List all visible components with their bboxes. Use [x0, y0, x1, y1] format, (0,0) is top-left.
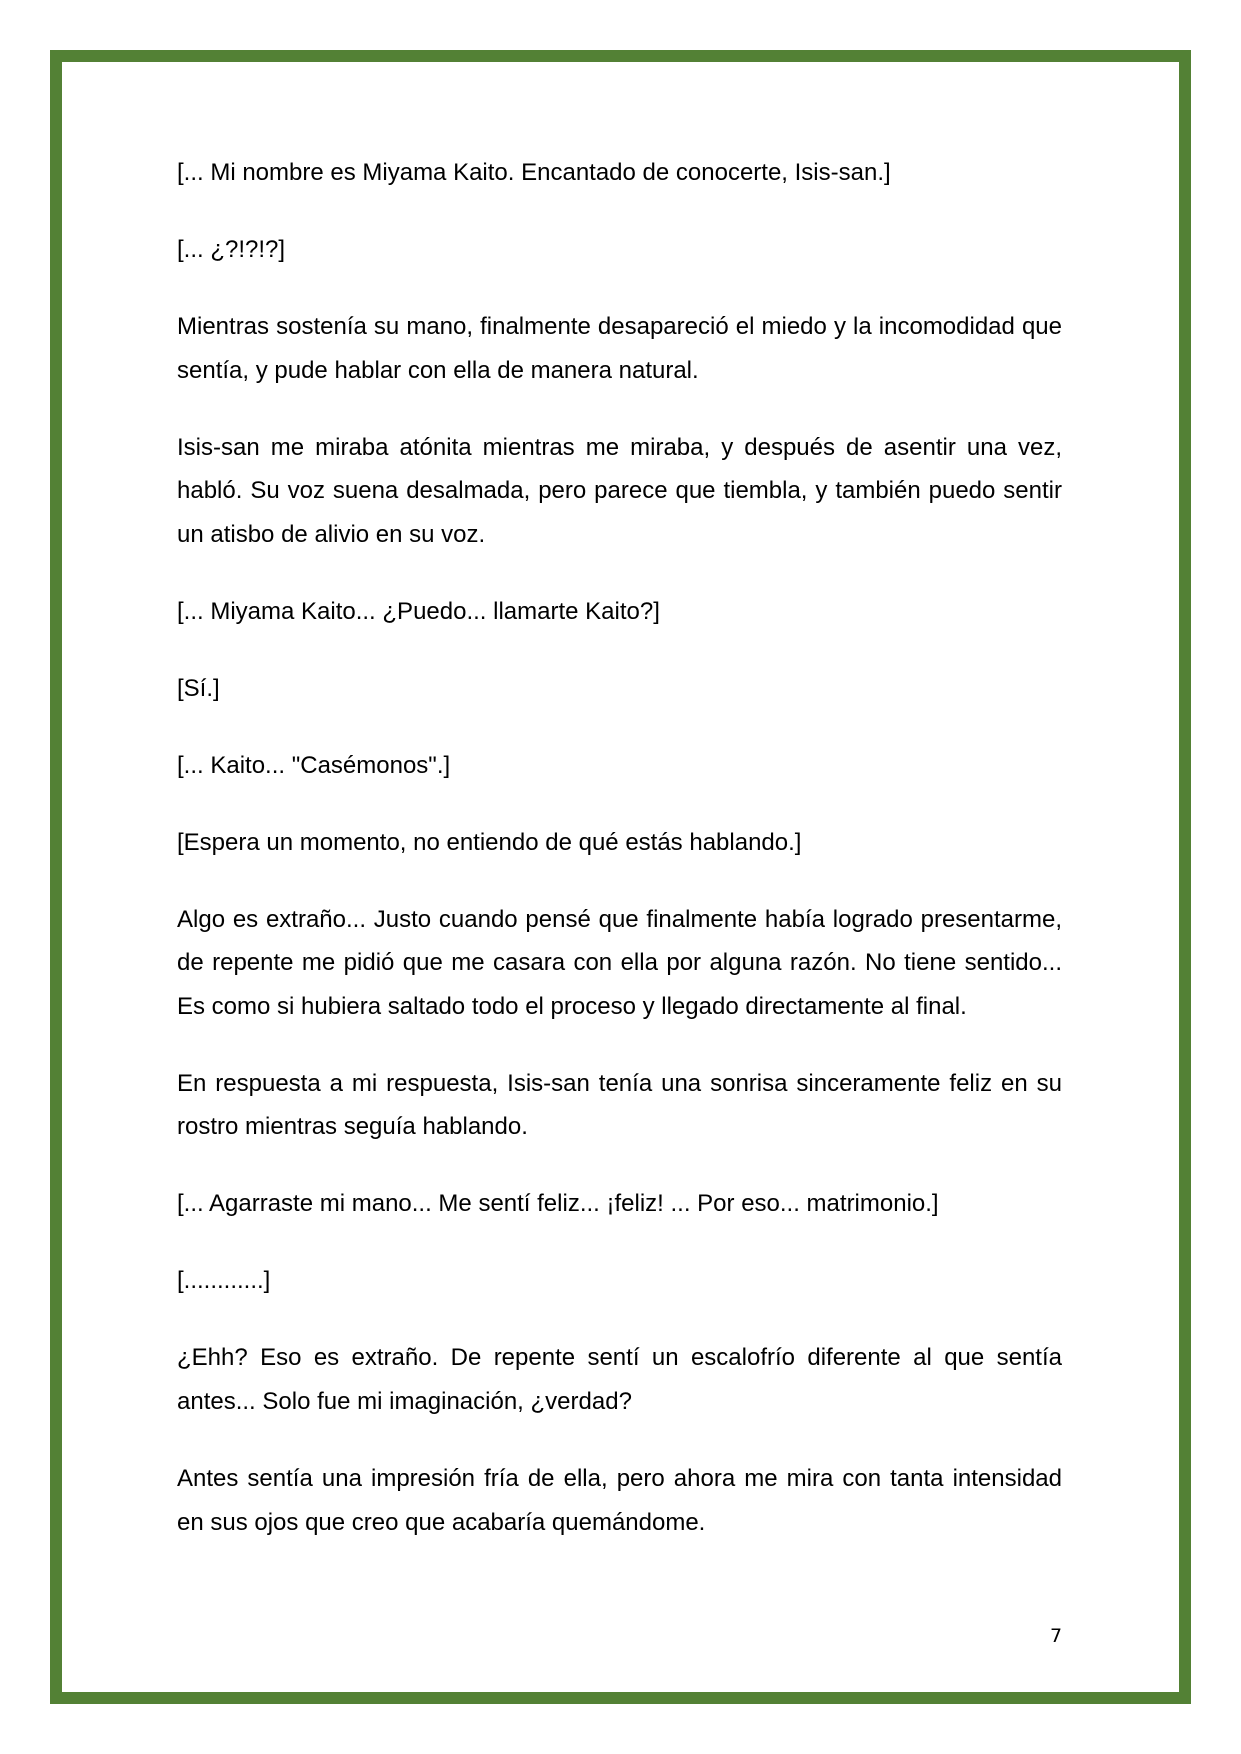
paragraph: [............] — [177, 1267, 271, 1295]
paragraph: [... ¿?!?!?] — [177, 235, 286, 263]
paragraph: [Sí.] — [177, 674, 220, 702]
paragraph: Algo es extraño... Justo cuando pensé que finalmente había logrado presentarme, de repente me pidió que me casara con ella por alguna razón. No tiene sentido... Es como si hubiera saltado todo el proceso y llegado directamente al final. — [177, 905, 1062, 1020]
paragraph: [... Miyama Kaito... ¿Puedo... llamarte Kaito?] — [177, 597, 660, 625]
paragraph: En respuesta a mi respuesta, Isis-san tenía una sonrisa sinceramente feliz en su rostro mientras seguía hablando. — [177, 1069, 1062, 1141]
paragraph: [... Mi nombre es Miyama Kaito. Encantado de conocerte, Isis-san.] — [177, 159, 891, 186]
document-body — [177, 151, 1062, 1578]
paragraph: Isis-san me miraba atónita mientras me miraba, y después de asentir una vez, habló. Su voz suena desalmada, pero parece que tiembla, y también puedo sentir un atisbo de alivio en su voz. — [177, 433, 1062, 548]
paragraph: [... Kaito... "Casémonos".] — [177, 751, 451, 779]
paragraph: [Espera un momento, no entiendo de qué estás hablando.] — [177, 828, 802, 856]
paragraph: ¿Ehh? Eso es extraño. De repente sentí un escalofrío diferente al que sentía antes... Solo fue mi imaginación, ¿verdad? — [177, 1344, 1062, 1415]
paragraph: [... Agarraste mi mano... Me sentí feliz... ¡feliz! ... Por eso... matrimonio.] — [177, 1190, 939, 1218]
page-number: 7 — [1050, 1625, 1063, 1647]
paragraph: Mientras sostenía su mano, finalmente desapareció el miedo y la incomodidad que sentía, y pude hablar con ella de manera natural. — [177, 312, 1062, 384]
paragraph: Antes sentía una impresión fría de ella, pero ahora me mira con tanta intensidad en sus ojos que creo que acabaría quemándome. — [177, 1464, 1062, 1536]
